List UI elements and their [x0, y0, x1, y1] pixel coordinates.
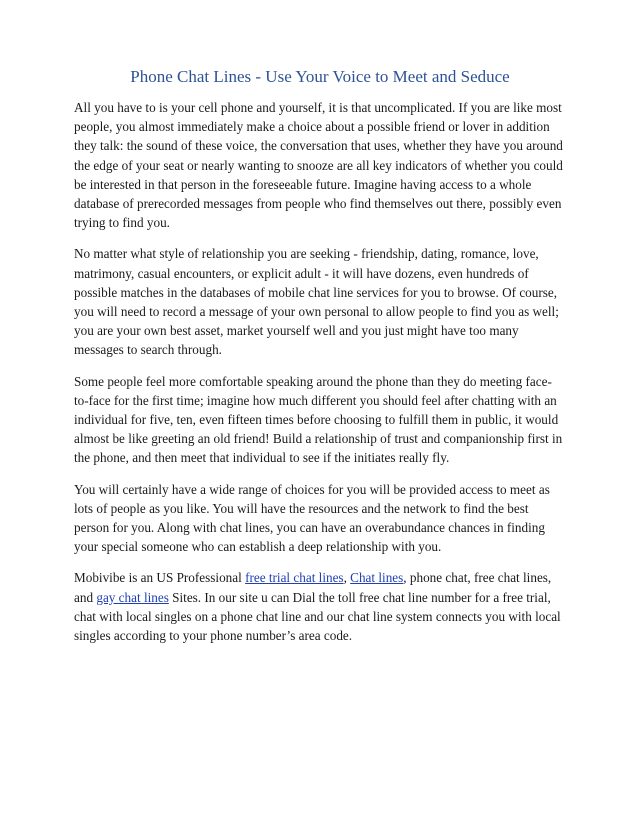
- paragraph-5-text-1: Mobivibe is an US Professional: [74, 570, 246, 586]
- paragraph-4: You will certainly have a wide range of choices for you will be provided access to meet as lots of people as you like. You will have the resources and the network to find the best person for you. Along with chat lines, you can have an overabundance chances in finding your special someone who can establish a deep relationship with you.: [74, 481, 550, 555]
- gay-chat-lines-link[interactable]: gay chat lines: [96, 589, 169, 605]
- paragraph-5-text-4: Sites. In our site u can Dial the toll free chat line number for a free trial, chat with local singles on a phone chat line and our chat line system connects you with local singles according to your phone number’s area code.: [74, 589, 561, 644]
- chat-lines-link[interactable]: Chat lines: [350, 570, 404, 586]
- free-trial-chat-lines-link[interactable]: free trial chat lines: [245, 570, 344, 586]
- document-title: Phone Chat Lines - Use Your Voice to Meet and Seduce: [130, 67, 510, 86]
- paragraph-3: Some people feel more comfortable speaking around the phone than they do meeting face-to-face for the first time; imagine how much different you should feel after chatting with an individual for five, ten, even fifteen times before choosing to fulfill them in public, it would almost be like greeting an old friend! Build a relationship of trust and companionship first in the phone, and then meet that individual to see if the initiates really fly.: [74, 373, 563, 466]
- paragraph-5-text-2: ,: [343, 570, 351, 586]
- paragraph-2: No matter what style of relationship you are seeking - friendship, dating, romance, love, matrimony, casual encounters, or explicit adult - it will have dozens, even hundreds of possible matches in the databases of mobile chat line services for you to browse. Of course, you will need to record a message of your own personal to allow people to find you as well; you are your own best asset, market yourself well and you just might have too many messages to search through.: [74, 246, 559, 358]
- paragraph-5-text-3: , phone chat, free chat lines, and: [74, 570, 552, 605]
- document-content: [74, 66, 566, 657]
- paragraph-5: [74, 568, 566, 645]
- paragraph-1: All you have to is your cell phone and yourself, it is that uncomplicated. If you are like most people, you almost immediately make a choice about a possible friend or lover in addition they talk: the sound of these voice, the conversation that uses, whether they have you around the edge of your seat or nearly wanting to snooze are all key indicators of whether you could be interested in that person in the foreseeable future. Imagine having access to a whole database of prerecorded messages from people who find themselves out there, possibly even trying to find you.: [74, 100, 563, 231]
